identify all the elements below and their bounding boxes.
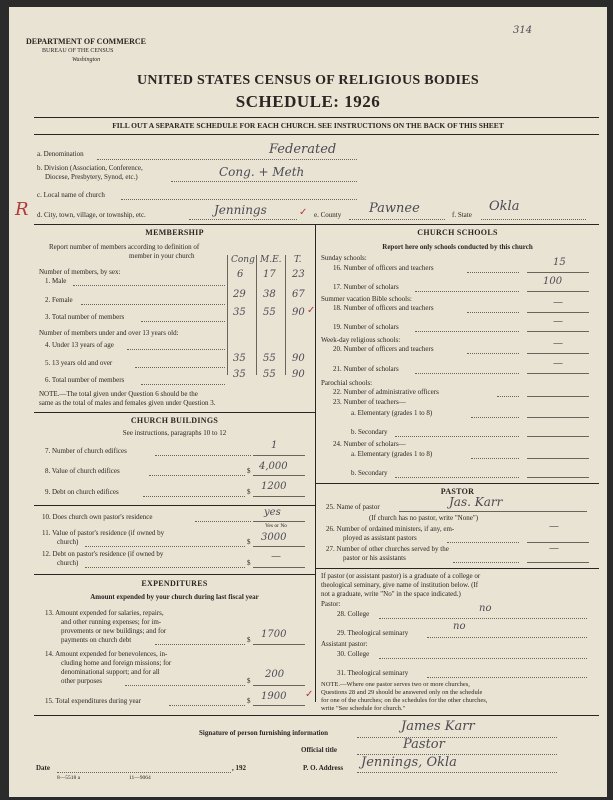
q2-label: 2. Female xyxy=(45,296,73,304)
q14-label-3: denominational support; and for all xyxy=(61,668,160,676)
q28-label: 28. College xyxy=(337,610,370,618)
q5-me: 55 xyxy=(263,353,276,364)
q18-label: 18. Number of officers and teachers xyxy=(333,304,434,312)
q25-note: (If church has no pastor, write "None") xyxy=(369,514,479,522)
bureau-name: BUREAU OF THE CENSUS xyxy=(42,48,114,54)
membership-title: MEMBERSHIP xyxy=(145,228,204,237)
bureau-city: Washington xyxy=(72,57,101,63)
graduate-note-3: not a graduate, write "No" in the space indicated.) xyxy=(321,590,461,598)
q5-total: 90 xyxy=(292,353,305,364)
graduate-note-1: If pastor (or assistant pastor) is a graduate of a college or xyxy=(321,572,481,580)
division-label-2: Diocese, Presbytery, Synod, etc.) xyxy=(45,173,138,181)
q17-value: 100 xyxy=(543,276,563,287)
q27-value: — xyxy=(549,543,559,554)
q9-label: 9. Debt on church edifices xyxy=(45,488,119,496)
pastor-note-4: write "See schedule for church." xyxy=(321,705,406,712)
assistant-sub-label: Assistant pastor: xyxy=(321,640,368,648)
weekday-label: Week-day religious schools: xyxy=(321,336,401,344)
q3-label: 3. Total number of members xyxy=(45,313,125,321)
q9-value: 1200 xyxy=(261,481,287,492)
q12-label-1: 12. Debt on pastor's residence (if owned by xyxy=(42,550,164,558)
q26-value: — xyxy=(549,521,559,532)
q14-label-1: 14. Amount expended for benevolences, in- xyxy=(45,650,168,658)
q12-label-2: church) xyxy=(57,559,79,567)
q13-value: 1700 xyxy=(261,629,287,640)
state-value: Okla xyxy=(489,199,520,214)
division-value: Cong. + Meth xyxy=(219,165,305,179)
q15-value: 1900 xyxy=(261,691,287,702)
division-label-1: b. Division (Association, Conference, xyxy=(37,164,143,172)
q12-dollar: $ xyxy=(247,559,251,567)
graduate-note-2: theological seminary, give name of institution below. (If xyxy=(321,581,479,589)
date-year: , 192 xyxy=(232,764,246,772)
q14-value: 200 xyxy=(265,669,285,680)
q13-label-3: provements or new buildings; and for xyxy=(61,627,167,635)
q7-label: 7. Number of church edifices xyxy=(45,447,127,455)
official-title-label: Official title xyxy=(301,746,337,754)
expenditures-title: EXPENDITURES xyxy=(141,579,208,588)
q2-total: 67 xyxy=(292,289,305,300)
q3-me: 55 xyxy=(263,307,276,318)
membership-note-2: same as the total of males and females given under Question 3. xyxy=(39,399,216,407)
q16-label: 16. Number of officers and teachers xyxy=(333,264,434,272)
q19-label: 19. Number of scholars xyxy=(333,323,399,331)
q13-label-2: and other running expenses; for im- xyxy=(61,618,162,626)
q1-label: 1. Male xyxy=(45,277,67,285)
q18-value: — xyxy=(553,297,563,308)
q10-label: 10. Does church own pastor's residence xyxy=(42,513,153,521)
q31-label: 31. Theological seminary xyxy=(337,669,409,677)
q29-value: no xyxy=(453,621,466,632)
q22-label: 22. Number of administrative officers xyxy=(333,388,439,396)
pastor-sub-label: Pastor: xyxy=(321,600,341,608)
q12-value: — xyxy=(271,551,281,562)
q17-label: 17. Number of scholars xyxy=(333,283,399,291)
q5-cong: 35 xyxy=(233,353,246,364)
q9-dollar: $ xyxy=(247,488,251,496)
q3-cong: 35 xyxy=(233,307,246,318)
q6-total: 90 xyxy=(292,369,305,380)
q24a-label: a. Elementary (grades 1 to 8) xyxy=(351,450,433,458)
q23a-label: a. Elementary (grades 1 to 8) xyxy=(351,409,433,417)
form-number: 8—5518 a xyxy=(57,775,81,781)
q8-dollar: $ xyxy=(247,467,251,475)
signature-label: Signature of person furnishing information xyxy=(199,729,328,737)
q16-value: 15 xyxy=(553,257,566,268)
q8-value: 4,000 xyxy=(259,461,288,472)
county-label: e. County xyxy=(314,211,342,219)
expenditures-subtitle: Amount expended by your church during last fiscal year xyxy=(90,593,259,601)
q3-total: 90 xyxy=(292,307,305,318)
q24-label: 24. Number of scholars— xyxy=(333,440,406,448)
city-value: Jennings xyxy=(214,203,267,217)
q21-value: — xyxy=(553,358,563,369)
q25-value: Jas. Karr xyxy=(449,495,503,509)
q23b-label: b. Secondary xyxy=(351,428,388,436)
schedule-year: SCHEDULE: 1926 xyxy=(235,92,381,111)
q11-label-1: 11. Value of pastor's residence (if owned by xyxy=(42,529,165,537)
q13-label-1: 13. Amount expended for salaries, repairs, xyxy=(45,609,164,617)
address-value: Jennings, Okla xyxy=(361,755,457,770)
address-label: P. O. Address xyxy=(303,764,344,772)
schools-title: CHURCH SCHOOLS xyxy=(417,228,498,237)
q2-cong: 29 xyxy=(233,289,246,300)
q10-value: yes xyxy=(264,507,281,518)
col-head-me: M.E. xyxy=(260,255,282,265)
q13-label-4: payments on church debt xyxy=(61,636,132,644)
official-title-value: Pastor xyxy=(403,737,445,752)
under-over-label: Number of members under and over 13 years old: xyxy=(39,329,179,337)
q1-total: 23 xyxy=(292,269,305,280)
denomination-value: Federated xyxy=(269,142,337,157)
q25-label: 25. Name of pastor xyxy=(326,503,380,511)
q27-label-1: 27. Number of other churches served by the xyxy=(326,545,449,553)
q4-label: 4. Under 13 years of age xyxy=(45,341,114,349)
q21-label: 21. Number of scholars xyxy=(333,365,399,373)
print-number: 11—9064 xyxy=(129,775,151,781)
col-head-cong: Cong xyxy=(231,255,255,265)
vacation-label: Summer vacation Bible schools: xyxy=(321,295,412,303)
q27-label-2: pastor or his assistants xyxy=(343,554,406,562)
q7-value: 1 xyxy=(271,440,278,451)
membership-note-1: NOTE.—The total given under Question 6 should be the xyxy=(39,390,198,398)
q24b-label: b. Secondary xyxy=(351,469,388,477)
department-name: DEPARTMENT OF COMMERCE xyxy=(26,37,147,46)
state-label: f. State xyxy=(452,211,472,219)
q26-label-1: 26. Number of ordained ministers, if any, em- xyxy=(326,525,455,533)
pastor-title: PASTOR xyxy=(440,487,475,496)
page-number: 314 xyxy=(513,25,533,36)
q23-label: 23. Number of teachers— xyxy=(333,398,406,406)
local-name-label: c. Local name of church xyxy=(37,191,105,199)
q11-value: 3000 xyxy=(261,532,287,543)
q13-dollar: $ xyxy=(247,636,251,644)
q8-label: 8. Value of church edifices xyxy=(45,467,120,475)
instruction-banner: FILL OUT A SEPARATE SCHEDULE FOR EACH CHURCH. SEE INSTRUCTIONS ON THE BACK OF THIS SHEET xyxy=(112,121,504,130)
q6-label: 6. Total number of members xyxy=(45,376,125,384)
q14-dollar: $ xyxy=(247,677,251,685)
schools-subtitle: Report here only schools conducted by this church xyxy=(382,243,533,251)
q15-label: 15. Total expenditures during year xyxy=(45,697,141,705)
sunday-label: Sunday schools: xyxy=(321,254,367,262)
buildings-subtitle: See instructions, paragraphs 10 to 12 xyxy=(122,429,227,437)
pastor-note-2: Questions 28 and 29 should be answered only on the schedule xyxy=(321,689,483,696)
signature-value: James Karr xyxy=(401,719,475,734)
q11-label-2: church) xyxy=(57,538,79,546)
pastor-note-3: for one of the churches; on the schedules for the other churches, xyxy=(321,697,488,704)
margin-check-mark: R xyxy=(15,199,29,220)
q20-value: — xyxy=(553,338,563,349)
q14-label-4: other purposes xyxy=(61,677,103,685)
city-label: d. City, town, village, or township, etc. xyxy=(37,211,146,219)
q20-label: 20. Number of officers and teachers xyxy=(333,345,434,353)
yes-no-hint: Yes or No xyxy=(265,523,288,529)
q6-me: 55 xyxy=(263,369,276,380)
q1-cong: 6 xyxy=(237,269,244,280)
date-label: Date xyxy=(36,764,50,772)
q19-value: — xyxy=(553,316,563,327)
by-sex-label: Number of members, by sex: xyxy=(39,268,121,276)
q30-label: 30. College xyxy=(337,650,370,658)
membership-intro-2: member in your church xyxy=(129,252,195,260)
col-head-t: T. xyxy=(294,255,302,265)
county-value: Pawnee xyxy=(369,201,420,216)
denomination-label: a. Denomination xyxy=(37,150,84,158)
q11-dollar: $ xyxy=(247,538,251,546)
q15-dollar: $ xyxy=(247,697,251,705)
q29-label: 29. Theological seminary xyxy=(337,629,409,637)
q1-me: 17 xyxy=(263,269,276,280)
census-schedule-sheet: 314 DEPARTMENT OF COMMERCE BUREAU OF THE CENSUS Washington UNITED STATES CENSUS OF RELIGIOUS BODIES SCHEDULE: 1926 FILL OUT A SEPARATE SCHEDULE FOR EACH CHURCH. SEE INSTRUCTIONS ON THE BACK OF THIS SHEET a. Denomination Federated b. Division (Association, Conference, Diocese, Presbytery, Synod, etc.) Cong. + Meth c. Local name of church R d. City, town, village, or township, etc. Jennings ✓ e. County Pawnee f. State Okla MEMBERSHIP Report number of members according to definition of member in your church Cong M.E. T. Number of members, by sex: 1. Male 6 17 23 2. Female 29 38 67 3. Total number of members 35 55 90 ✓ Number of members under and over 13 years old: 4. Under 13 years of age 5. 13 years old and over 35 55 90 6. Total number of members 35 55 90 NOTE.—The total given under Question 6 should be the same as the total of males and females given under Question 3. CHURCH BUILDINGS See instructions, paragraphs 10 to 12 7. Number of church edifices 1 8. Value of church edifices $ 4,000 9. Debt on church edifices $ 1200 10. Does church own pastor's residence yes Yes or No 11. Value of pastor's residence (if owned by church) $ 3000 12. Debt on pastor's residence (if owned by church) $ — EXPENDITURES Amount expended by your church during last fiscal year 13. Amount expended for salaries, repairs, and other running expenses; for im- provements or new buildings; and for payments on church debt $ 1700 14. Amount expended for benevolences, in- cluding home and foreign missions; for denominational support; and for all other purposes $ 200 15. Total expenditures during year $ 1900 ✓ CHURCH SCHOOLS Report here only schools conducted by this church Sunday schools: 16. Number of officers and teachers 15 17. Number of scholars 100 Summer vacation Bible schools: 18. Number of officers and teachers — 19. Number of scholars — Week-day religious schools: 20. Number of officers and teachers — 21. Number of scholars — Parochial schools: 22. Number of administrative officers 23. Number of teachers— a. Elementary (grades 1 to 8) b. Secondary 24. Number of scholars— a. Elementary (grades 1 to 8) b. Secondary PASTOR 25. Name of pastor Jas. Karr (If church has no pastor, write "None") 26. Number of ordained ministers, if any, em- ployed as assistant pastors — 27. Number of other churches served by the pastor or his assistants — If pastor (or assistant pastor) is a graduate of a college or theological seminary, give name of institution below. (If not a graduate, write "No" in the space indicated.) Pastor: 28. College no 29. Theological seminary no Assistant pastor: 30. College 31. Theological seminary NOTE.—Where one pastor serves two or more churches, Questions 28 and 29 should be answered only on the schedule for one of the churches; on the schedules for the other churches, write "See schedule for church." Signature of person furnishing information James Karr Official title Pastor Date , 192 P. O. Address Jennings, Okla 8—5518 a 11—9064 xyxy=(9,7,607,797)
q28-value: no xyxy=(479,603,492,614)
q6-cong: 35 xyxy=(233,369,246,380)
parochial-label: Parochial schools: xyxy=(321,379,373,387)
q5-label: 5. 13 years old and over xyxy=(45,359,113,367)
q2-me: 38 xyxy=(263,289,276,300)
buildings-title: CHURCH BUILDINGS xyxy=(130,416,219,425)
membership-intro-1: Report number of members according to definition of xyxy=(49,243,200,251)
q26-label-2: ployed as assistant pastors xyxy=(343,534,417,542)
pastor-note-1: NOTE.—Where one pastor serves two or more churches, xyxy=(321,681,470,688)
q14-label-2: cluding home and foreign missions; for xyxy=(61,659,172,667)
form-title: UNITED STATES CENSUS OF RELIGIOUS BODIES xyxy=(136,73,479,88)
